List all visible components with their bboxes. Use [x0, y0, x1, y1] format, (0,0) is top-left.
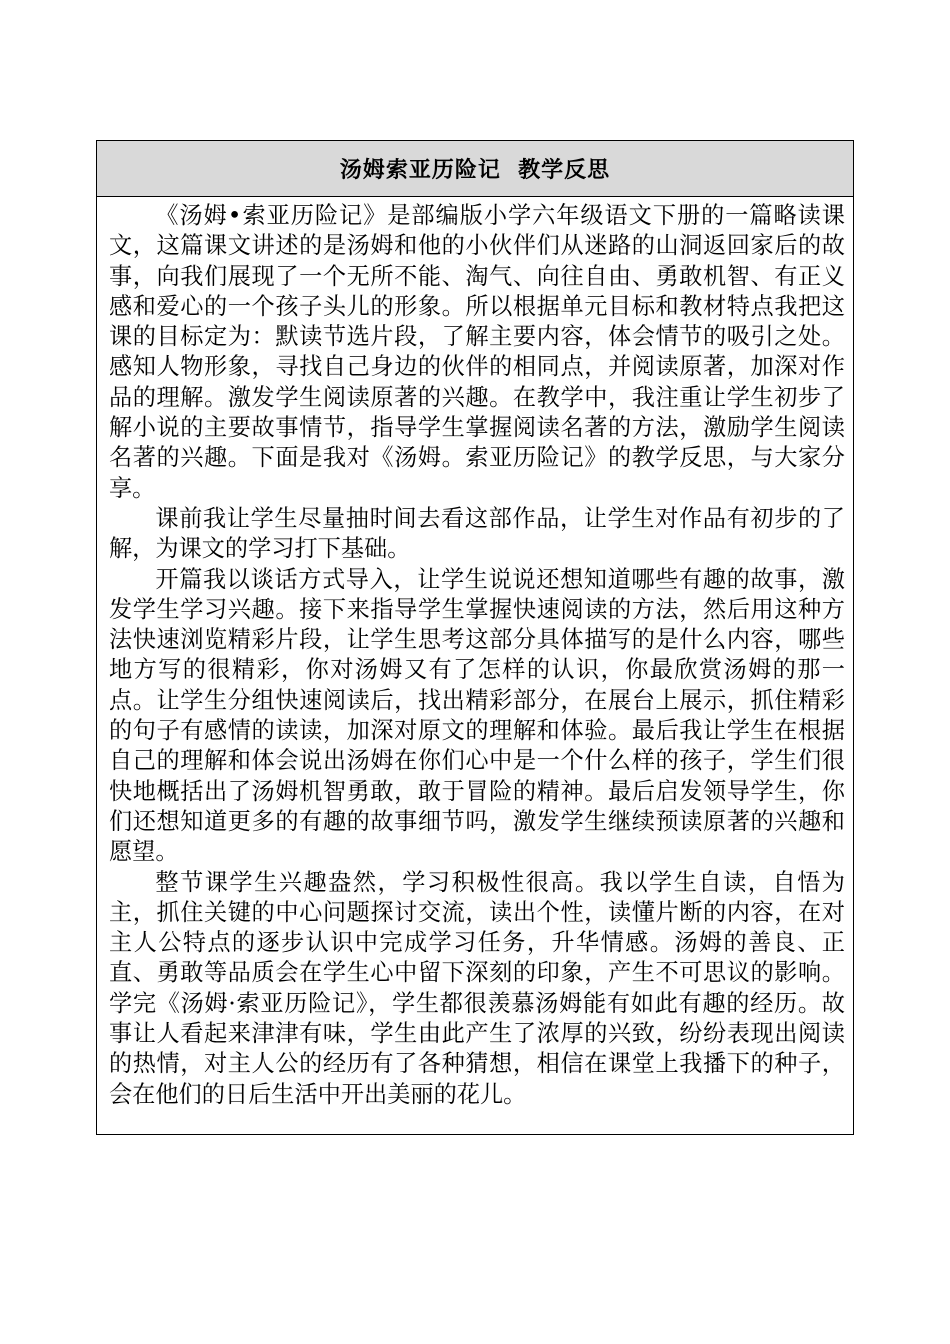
document-title: 汤姆索亚历险记 教学反思 — [339, 158, 611, 183]
table-body-cell — [97, 197, 853, 1110]
table-header-cell — [97, 141, 853, 197]
reflection-table — [96, 140, 854, 1135]
paragraph-lesson-process: 开篇我以谈话方式导入，让学生说说还想知道哪些有趣的故事，激发学生学习兴趣。接下来指导学生掌握快速阅读的方法，然后用这种方法快速浏览精彩片段，让学生思考这部分具体描写的是什么内容，哪些地方写的很精彩，你对汤姆又有了怎样的认识，你最欣赏汤姆的那一点。让学生分组快速阅读后，找出精彩部分，在展台上展示，抓住精彩的句子有感情的读读，加深对原文的理解和体验。最后我让学生在根据自己的理解和体会说出汤姆在你们心中是一个什么样的孩子，学生们很快地概括出了汤姆机智勇敢，敢于冒险的精神。最后启发领导学生，你们还想知道更多的有趣的故事细节吗，激发学生继续预读原著的兴趣和愿望。 — [109, 565, 845, 866]
paragraph-preview: 课前我让学生尽量抽时间去看这部作品，让学生对作品有初步的了解，为课文的学习打下基础。 — [109, 504, 845, 563]
paragraph-summary: 整节课学生兴趣盎然，学习积极性很高。我以学生自读，自悟为主，抓住关键的中心问题探讨交流，读出个性，读懂片断的内容，在对主人公特点的逐步认识中完成学习任务，升华情感。汤姆的善良、正直、勇敢等品质会在学生心中留下深刻的印象，产生不可思议的影响。学完《汤姆·索亚历险记》，学生都很羡慕汤姆能有如此有趣的经历。故事让人看起来津津有味，学生由此产生了浓厚的兴致，纷纷表现出阅读的热情，对主人公的经历有了各种猜想，相信在课堂上我播下的种子，会在他们的日后生活中开出美丽的花儿。 — [109, 868, 845, 1108]
paragraph-intro: 《汤姆•索亚历险记》是部编版小学六年级语文下册的一篇略读课文，这篇课文讲述的是汤姆和他的小伙伴们从迷路的山洞返回家后的故事，向我们展现了一个无所不能、淘气、向往自由、勇敢机智、有正义感和爱心的一个孩子头儿的形象。所以根据单元目标和教材特点我把这课的目标定为：默读节选片段，了解主要内容，体会情节的吸引之处。感知人物形象，寻找自己身边的伙伴的相同点，并阅读原著，加深对作品的理解。激发学生阅读原著的兴趣。在教学中，我注重让学生初步了解小说的主要故事情节，指导学生掌握阅读名著的方法，激励学生阅读名著的兴趣。下面是我对《汤姆。索亚历险记》的教学反思，与大家分享。 — [109, 202, 845, 502]
